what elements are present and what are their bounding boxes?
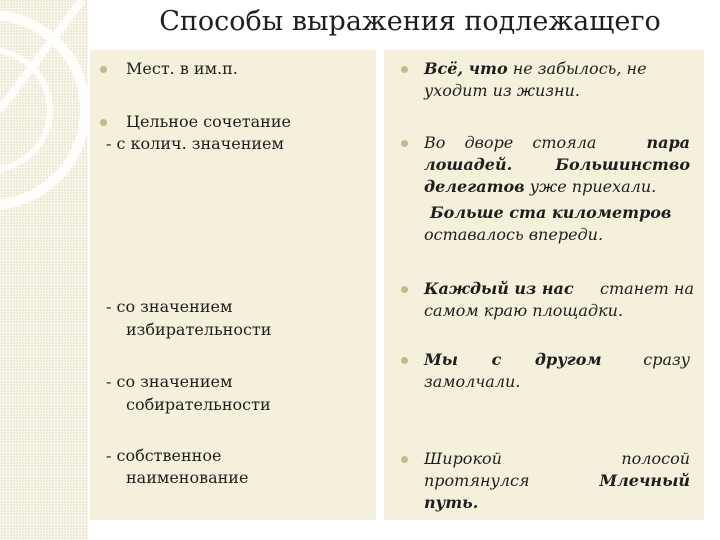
bullet-icon [401,286,408,293]
left-panel [90,50,376,520]
page-title: Способы выражения подлежащего [159,6,661,37]
example-2-line1: Во дворе стояла пара [424,133,690,152]
example-5-line3: путь. [424,493,479,512]
example-5-line2: протянулся Млечный [424,471,690,490]
left-item-collective-cont: собирательности [126,395,271,414]
subject-highlight: делегатов [424,177,525,196]
bullet-icon [401,456,408,463]
bullet-icon [100,66,107,73]
example-2-line2: лошадей. Большинство [424,155,690,174]
subject-highlight: Всё, что [424,59,508,78]
example-2-line3: делегатов уже приехали. [424,177,657,196]
bullet-icon [401,66,408,73]
subject-highlight: Мы с другом [424,350,602,369]
bullet-icon [401,357,408,364]
left-item-proper-name-cont: наименование [126,468,249,487]
bullet-icon [100,119,107,126]
left-item-whole-phrase: Цельное сочетание [126,112,291,131]
example-4-line1: Мы с другом сразу [424,350,690,369]
left-item-selective-cont: избирательности [126,320,272,339]
subject-highlight: Каждый из нас [424,279,574,298]
subject-highlight: пара [646,133,690,152]
example-4-line2: замолчали. [424,372,521,391]
left-item-selective: - со значением [106,297,233,316]
example-3-line1: Каждый из нас станет на [424,279,694,298]
left-item-quantitative: - с колич. значением [106,134,284,153]
example-3-line2: самом краю площадки. [424,301,624,320]
bullet-icon [401,140,408,147]
left-item-pronoun: Мест. в им.п. [126,59,238,78]
left-item-collective: - со значением [106,372,233,391]
subject-highlight: Млечный [599,471,690,490]
example-5-line1: Широкой полосой [424,449,690,468]
example-2-line5: оставалось впереди. [424,225,604,244]
example-2-line4: Больше ста километров [430,203,672,222]
left-item-proper-name: - собственное [106,446,222,465]
example-1-line1: Всё, что не забылось, не [424,59,647,78]
right-panel [384,50,704,520]
example-1-line2: уходит из жизни. [424,81,580,100]
